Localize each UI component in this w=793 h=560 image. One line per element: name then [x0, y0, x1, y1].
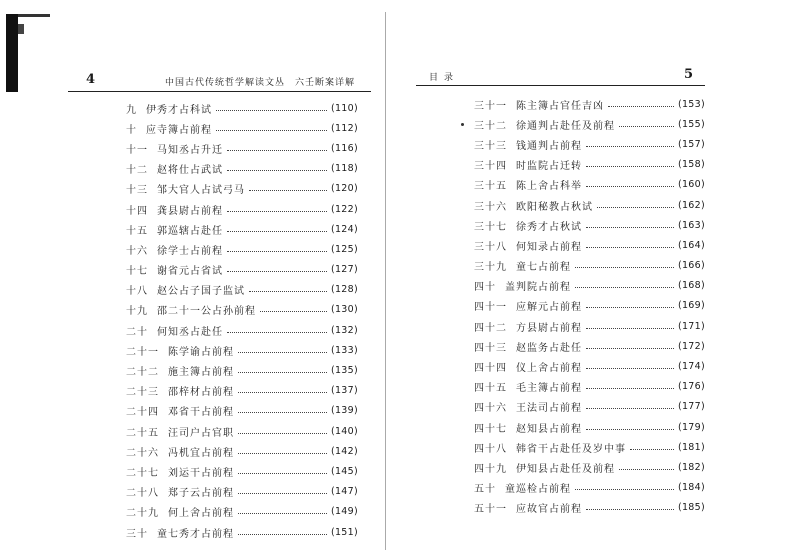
dot-leader — [227, 332, 327, 333]
toc-entry — [126, 219, 358, 239]
entry-page: (171) — [677, 320, 705, 332]
dot-leader — [586, 146, 674, 147]
dot-leader — [227, 211, 327, 212]
entry-title: 伊秀才占科试 — [146, 104, 212, 116]
toc-entry — [474, 498, 705, 518]
entry-page: (147) — [330, 486, 358, 498]
entry-page: (166) — [677, 260, 705, 272]
entry-page: (172) — [677, 340, 705, 352]
entry-page: (142) — [330, 445, 358, 457]
dot-leader — [249, 190, 327, 191]
toc-entry — [126, 199, 358, 219]
entry-number: 三十 — [126, 528, 148, 540]
entry-page: (127) — [330, 264, 358, 276]
entry-number: 四十三 — [474, 342, 507, 354]
toc-entry — [126, 340, 358, 360]
entry-number: 四十六 — [474, 403, 507, 415]
entry-number: 四十一 — [474, 302, 507, 314]
entry-page: (124) — [330, 223, 358, 235]
dot-leader — [260, 311, 327, 312]
entry-page: (157) — [677, 138, 705, 150]
entry-number: 二十五 — [126, 427, 159, 439]
entry-title: 方县尉占前程 — [516, 322, 582, 334]
entry-number: 二十三 — [126, 387, 159, 399]
left-page — [0, 0, 386, 560]
entry-number: 十 — [126, 124, 137, 136]
entry-number: 三十五 — [474, 181, 507, 193]
toc-entry — [474, 457, 705, 477]
entry-page: (130) — [330, 304, 358, 316]
dot-leader — [586, 509, 674, 510]
entry-number: 三十三 — [474, 140, 507, 152]
dot-leader — [619, 126, 674, 127]
dot-leader — [597, 207, 674, 208]
entry-title: 欧阳秘教占秋试 — [516, 201, 593, 213]
dot-leader — [227, 231, 327, 232]
dot-leader — [238, 372, 327, 373]
toc-entry — [126, 159, 358, 179]
toc-entry — [126, 138, 358, 158]
entry-page: (145) — [330, 465, 358, 477]
entry-number: 三十八 — [474, 241, 507, 253]
entry-page: (182) — [677, 461, 705, 473]
toc-entry — [474, 276, 705, 296]
dot-leader — [227, 150, 327, 151]
toc-entry — [474, 114, 705, 134]
entry-title: 施主簿占前程 — [168, 367, 234, 379]
entry-page: (133) — [330, 344, 358, 356]
entry-number: 十六 — [126, 245, 148, 257]
entry-title: 赵知县占前程 — [516, 423, 582, 435]
dot-leader — [586, 166, 674, 167]
entry-page: (149) — [330, 506, 358, 518]
entry-title: 陈学谕占前程 — [168, 346, 234, 358]
entry-title: 谢省元占省试 — [157, 266, 223, 278]
dot-leader — [216, 130, 327, 131]
dot-leader — [586, 227, 674, 228]
entry-title: 陈上舍占科举 — [516, 181, 582, 193]
dot-leader — [630, 449, 674, 450]
entry-page: (155) — [677, 118, 705, 130]
toc-entry — [474, 94, 705, 114]
entry-title: 应解元占前程 — [516, 302, 582, 314]
header-rule — [416, 85, 705, 86]
entry-title: 童七占前程 — [516, 262, 571, 274]
entry-number: 四十五 — [474, 383, 507, 395]
toc-list — [126, 98, 358, 542]
dot-leader — [586, 307, 674, 308]
entry-title: 童巡检占前程 — [505, 484, 571, 496]
entry-title: 马知丞占升迁 — [157, 144, 223, 156]
dot-leader — [586, 388, 674, 389]
entry-page: (176) — [677, 381, 705, 393]
entry-page: (174) — [677, 361, 705, 373]
toc-entry — [474, 155, 705, 175]
entry-page: (120) — [330, 183, 358, 195]
entry-title: 刘运干占前程 — [168, 467, 234, 479]
entry-page: (185) — [677, 502, 705, 514]
entry-page: (125) — [330, 243, 358, 255]
entry-title: 邵梓材占前程 — [168, 387, 234, 399]
toc-entry — [474, 195, 705, 215]
entry-number: 四十 — [474, 282, 496, 294]
entry-number: 四十七 — [474, 423, 507, 435]
toc-entry — [126, 98, 358, 118]
entry-number: 二十 — [126, 326, 148, 338]
toc-entry — [474, 377, 705, 397]
dot-leader — [586, 368, 674, 369]
entry-title: 伊知县占赴任及前程 — [516, 463, 615, 475]
entry-title: 徐学士占前程 — [157, 245, 223, 257]
entry-number: 二十八 — [126, 488, 159, 500]
entry-page: (116) — [330, 142, 358, 154]
entry-title: 郭巡辖占赴任 — [157, 225, 223, 237]
entry-number: 四十九 — [474, 463, 507, 475]
dot-leader — [238, 534, 327, 535]
entry-number: 四十八 — [474, 443, 507, 455]
toc-entry — [126, 118, 358, 138]
entry-title: 邹大官人占试弓马 — [157, 185, 245, 197]
toc-entry — [474, 316, 705, 336]
entry-number: 二十四 — [126, 407, 159, 419]
entry-number: 二十二 — [126, 367, 159, 379]
entry-number: 十九 — [126, 306, 148, 318]
toc-entry — [126, 441, 358, 461]
entry-title: 毛主簿占前程 — [516, 383, 582, 395]
dot-leader — [249, 291, 327, 292]
toc-entry — [126, 280, 358, 300]
entry-page: (128) — [330, 284, 358, 296]
entry-number: 五十 — [474, 484, 496, 496]
toc-entry — [474, 437, 705, 457]
entry-number: 二十一 — [126, 346, 159, 358]
entry-page: (118) — [330, 163, 358, 175]
toc-entry — [126, 421, 358, 441]
entry-title: 应故官占前程 — [516, 504, 582, 516]
entry-number: 三十一 — [474, 100, 507, 112]
toc-entry — [126, 320, 358, 340]
dot-leader — [227, 170, 327, 171]
entry-page: (162) — [677, 199, 705, 211]
entry-title: 赵将仕占武试 — [157, 165, 223, 177]
entry-page: (139) — [330, 405, 358, 417]
entry-title: 盖判院占前程 — [505, 282, 571, 294]
entry-number: 十八 — [126, 286, 148, 298]
entry-page: (184) — [677, 482, 705, 494]
entry-number: 三十四 — [474, 161, 507, 173]
dot-leader — [238, 453, 327, 454]
toc-entry — [474, 256, 705, 276]
entry-page: (164) — [677, 239, 705, 251]
entry-number: 五十一 — [474, 504, 507, 516]
dot-leader — [575, 489, 674, 490]
entry-number: 十二 — [126, 165, 148, 177]
entry-number: 十七 — [126, 266, 148, 278]
entry-title: 何知丞占赴任 — [157, 326, 223, 338]
entry-number: 三十九 — [474, 262, 507, 274]
entry-page: (112) — [330, 122, 358, 134]
entry-page: (110) — [330, 102, 358, 114]
toc-entry — [126, 239, 358, 259]
dot-leader — [227, 251, 327, 252]
toc-entry — [126, 300, 358, 320]
running-title: 目录 — [429, 73, 460, 83]
page-number: 5 — [684, 67, 694, 82]
entry-page: (122) — [330, 203, 358, 215]
entry-title: 汪司户占官职 — [168, 427, 234, 439]
entry-number: 二十七 — [126, 467, 159, 479]
toc-entry — [126, 260, 358, 280]
dot-leader — [608, 106, 674, 107]
toc-entry — [474, 417, 705, 437]
entry-title: 应寺簿占前程 — [146, 124, 212, 136]
dot-leader — [238, 392, 327, 393]
entry-number: 二十九 — [126, 508, 159, 520]
entry-number: 三十六 — [474, 201, 507, 213]
running-title: 中国古代传统哲学解读文丛 六壬断案详解 — [164, 78, 355, 88]
entry-title: 韩省干占赴任及岁中事 — [516, 443, 626, 455]
entry-page: (137) — [330, 385, 358, 397]
dot-leader — [238, 433, 327, 434]
entry-title: 龚县尉占前程 — [157, 205, 223, 217]
entry-number: 四十四 — [474, 363, 507, 375]
entry-title: 王法司占前程 — [516, 403, 582, 415]
entry-page: (151) — [330, 526, 358, 538]
entry-number: 三十二 — [474, 120, 507, 132]
dot-leader — [586, 247, 674, 248]
dot-leader — [586, 328, 674, 329]
dot-leader — [238, 473, 327, 474]
toc-entry — [126, 401, 358, 421]
toc-entry — [474, 478, 705, 498]
entry-title: 郑子云占前程 — [168, 488, 234, 500]
toc-entry — [474, 336, 705, 356]
dot-leader — [586, 408, 674, 409]
entry-number: 十四 — [126, 205, 148, 217]
entry-page: (169) — [677, 300, 705, 312]
toc-entry — [126, 179, 358, 199]
entry-title: 何上舍占前程 — [168, 508, 234, 520]
header-rule — [68, 91, 371, 92]
entry-page: (177) — [677, 401, 705, 413]
entry-page: (168) — [677, 280, 705, 292]
entry-page: (158) — [677, 159, 705, 171]
entry-title: 邵二十一公占孙前程 — [157, 306, 256, 318]
dot-leader — [575, 287, 674, 288]
entry-number: 十一 — [126, 144, 148, 156]
toc-entry — [474, 397, 705, 417]
dot-leader — [238, 493, 327, 494]
toc-entry — [474, 235, 705, 255]
dot-leader — [238, 412, 327, 413]
page-number: 4 — [86, 72, 96, 87]
entry-title: 冯机宜占前程 — [168, 447, 234, 459]
toc-entry — [474, 134, 705, 154]
entry-title: 陈主簿占官任吉凶 — [516, 100, 604, 112]
toc-entry — [474, 296, 705, 316]
entry-number: 九 — [126, 104, 137, 116]
dot-leader — [586, 186, 674, 187]
entry-number: 四十二 — [474, 322, 507, 334]
entry-title: 徐通判占赴任及前程 — [516, 120, 615, 132]
dot-leader — [238, 352, 327, 353]
right-page — [387, 0, 793, 560]
toc-entry — [474, 215, 705, 235]
entry-page: (160) — [677, 179, 705, 191]
toc-entry — [126, 502, 358, 522]
toc-list — [474, 94, 705, 518]
entry-page: (163) — [677, 219, 705, 231]
entry-title: 时监院占迁转 — [516, 161, 582, 173]
entry-page: (181) — [677, 441, 705, 453]
dot-leader — [238, 513, 327, 514]
dot-leader — [216, 110, 327, 111]
entry-page: (153) — [677, 98, 705, 110]
toc-entry — [126, 461, 358, 481]
entry-title: 邓省干占前程 — [168, 407, 234, 419]
entry-number: 二十六 — [126, 447, 159, 459]
toc-entry — [126, 482, 358, 502]
entry-title: 赵公占子国子监试 — [157, 286, 245, 298]
dot-leader — [227, 271, 327, 272]
toc-entry — [126, 381, 358, 401]
entry-title: 童七秀才占前程 — [157, 528, 234, 540]
entry-title: 何知录占前程 — [516, 241, 582, 253]
dot-leader — [586, 348, 674, 349]
toc-entry — [126, 522, 358, 542]
entry-page: (140) — [330, 425, 358, 437]
toc-entry — [474, 175, 705, 195]
dot-leader — [586, 429, 674, 430]
entry-page: (135) — [330, 365, 358, 377]
entry-page: (132) — [330, 324, 358, 336]
entry-title: 徐秀才占秋试 — [516, 221, 582, 233]
entry-number: 三十七 — [474, 221, 507, 233]
entry-title: 钱通判占前程 — [516, 140, 582, 152]
entry-number: 十三 — [126, 185, 148, 197]
toc-entry — [126, 360, 358, 380]
entry-page: (179) — [677, 421, 705, 433]
entry-title: 赵监务占赴任 — [516, 342, 582, 354]
dot-leader — [575, 267, 674, 268]
entry-title: 仪上舍占前程 — [516, 363, 582, 375]
entry-number: 十五 — [126, 225, 148, 237]
toc-entry — [474, 356, 705, 376]
dot-leader — [619, 469, 674, 470]
